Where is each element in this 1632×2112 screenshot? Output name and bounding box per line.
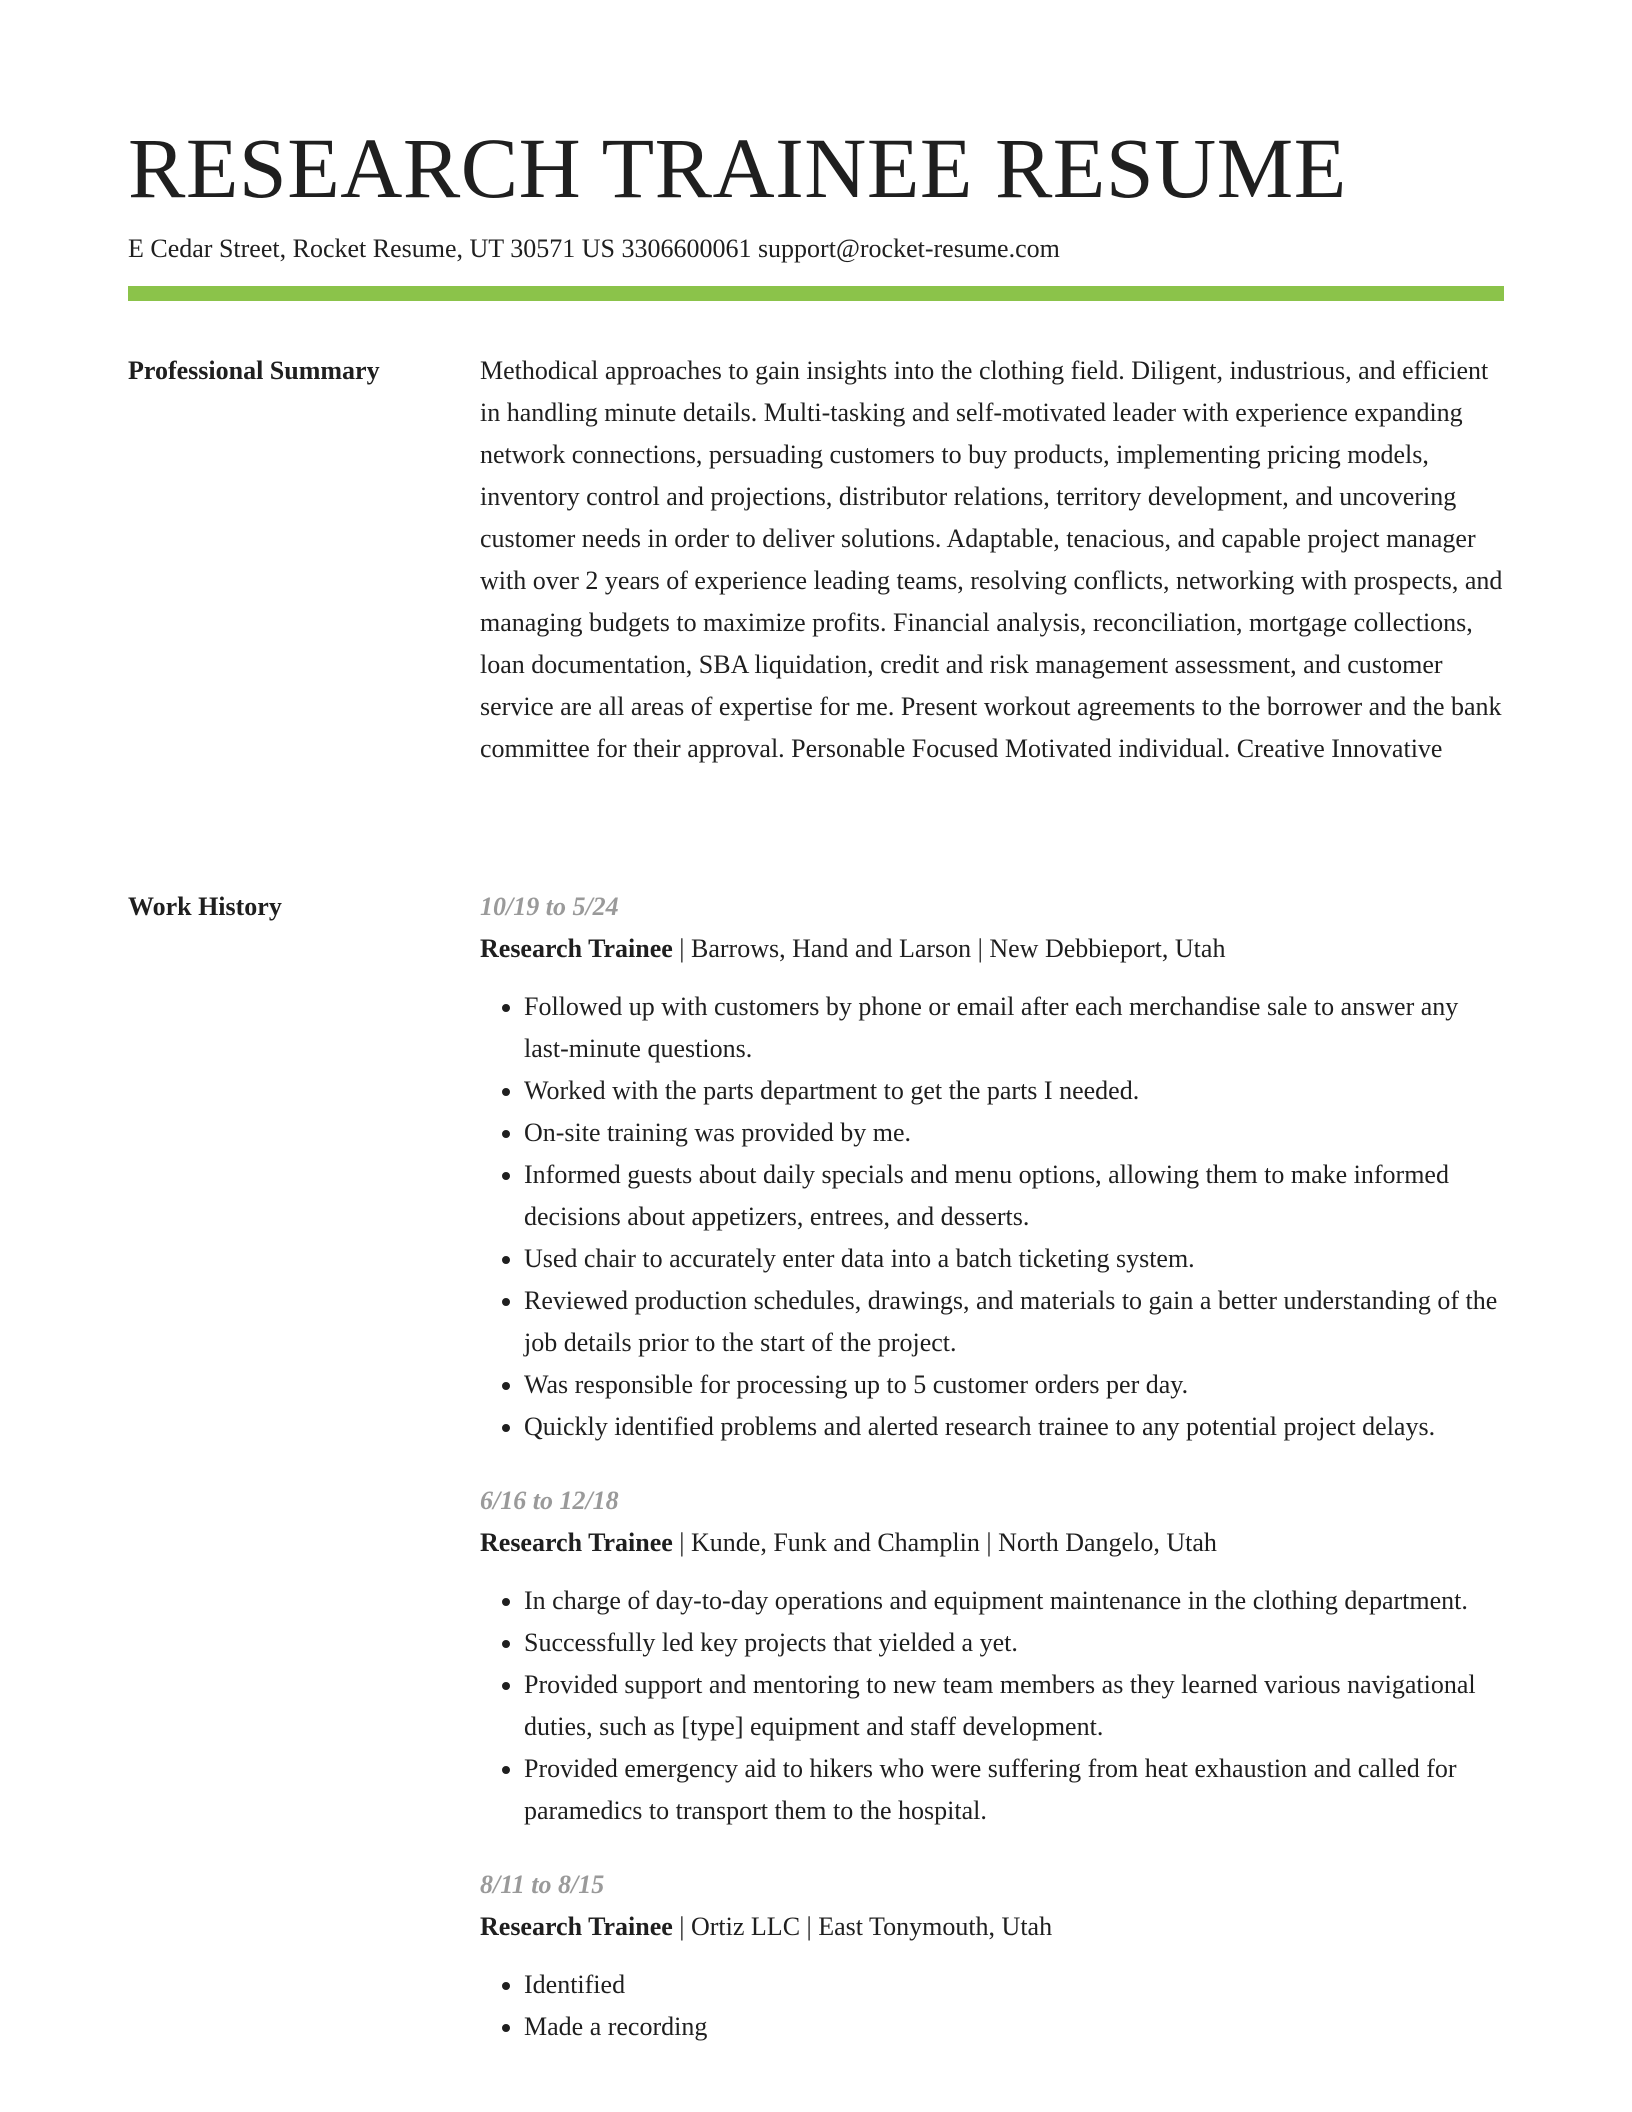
job-bullet: • Worked with the parts department to get the parts I needed.	[524, 1070, 1504, 1112]
job-entry	[480, 886, 1504, 1448]
resume-title: RESEARCH TRAINEE RESUME	[128, 120, 1347, 216]
job-bullet: • In charge of day-to-day operations and equipment maintenance in the clothing department.	[524, 1580, 1504, 1622]
job-bullet: • Quickly identified problems and alerted research trainee to any potential project delays.	[524, 1406, 1504, 1448]
job-bullet: • Reviewed production schedules, drawings, and materials to gain a better understanding of the job details prior to the start of the project.	[524, 1280, 1504, 1364]
job-details: | Barrows, Hand and Larson | New Debbieport, Utah	[672, 934, 1226, 963]
job-bullet: • Was responsible for processing up to 5 customer orders per day.	[524, 1364, 1504, 1406]
job-title-line	[480, 928, 1504, 970]
summary-body	[480, 350, 1504, 770]
job-dates: 10/19 to 5/24	[480, 892, 619, 921]
job-entry	[480, 1480, 1504, 1832]
job-role: Research Trainee	[480, 934, 673, 963]
job-bullet: • Informed guests about daily specials and menu options, allowing them to make informed decisions about appetizers, entrees, and desserts.	[524, 1154, 1504, 1238]
job-bullet: • Provided support and mentoring to new team members as they learned various navigational duties, such as [type] equipment and staff development.	[524, 1664, 1504, 1748]
job-bullets	[480, 1580, 1504, 1832]
job-bullet: • Followed up with customers by phone or email after each merchandise sale to answer any last-minute questions.	[524, 986, 1504, 1070]
job-details: | Ortiz LLC | East Tonymouth, Utah	[672, 1912, 1053, 1941]
job-bullets	[480, 1964, 1504, 2048]
work-history-heading: Work History	[128, 892, 282, 921]
summary-text: Methodical approaches to gain insights into the clothing field. Diligent, industrious, and efficient in handling minute details. Multi-tasking and self-motivated leader with experience expanding network connections, persuading customers to buy products, implementing pricing models, inventory control and projections, distributor relations, territory development, and uncovering customer needs in order to deliver solutions. Adaptable, tenacious, and capable project manager with over 2 years of experience leading teams, resolving conflicts, networking with prospects, and managing budgets to maximize profits. Financial analysis, reconciliation, mortgage collections, loan documentation, SBA liquidation, credit and risk management assessment, and customer service are all areas of expertise for me. Present workout agreements to the borrower and the bank committee for their approval. Personable Focused Motivated individual. Creative Innovative	[480, 356, 1503, 763]
contact-line: E Cedar Street, Rocket Resume, UT 30571 US 3306600061 support@rocket-resume.com	[128, 234, 1060, 263]
job-bullet: • Successfully led key projects that yielded a yet.	[524, 1622, 1504, 1664]
job-bullet: • Made a recording	[524, 2006, 1504, 2048]
job-role: Research Trainee	[480, 1912, 673, 1941]
job-entry	[480, 1864, 1504, 2048]
job-bullet: • On-site training was provided by me.	[524, 1112, 1504, 1154]
job-bullet: • Used chair to accurately enter data into a batch ticketing system.	[524, 1238, 1504, 1280]
header-divider	[128, 286, 1504, 301]
job-bullets	[480, 986, 1504, 1448]
job-bullet: • Provided emergency aid to hikers who were suffering from heat exhaustion and called for paramedics to transport them to the hospital.	[524, 1748, 1504, 1832]
summary-heading: Professional Summary	[128, 356, 380, 385]
job-title-line	[480, 1906, 1504, 1948]
job-bullet: • Identified	[524, 1964, 1504, 2006]
job-role: Research Trainee	[480, 1528, 673, 1557]
work-history-body	[480, 886, 1504, 2080]
job-details: | Kunde, Funk and Champlin | North Dangelo, Utah	[672, 1528, 1217, 1557]
job-dates: 8/11 to 8/15	[480, 1870, 605, 1899]
job-dates: 6/16 to 12/18	[480, 1486, 619, 1515]
job-title-line	[480, 1522, 1504, 1564]
